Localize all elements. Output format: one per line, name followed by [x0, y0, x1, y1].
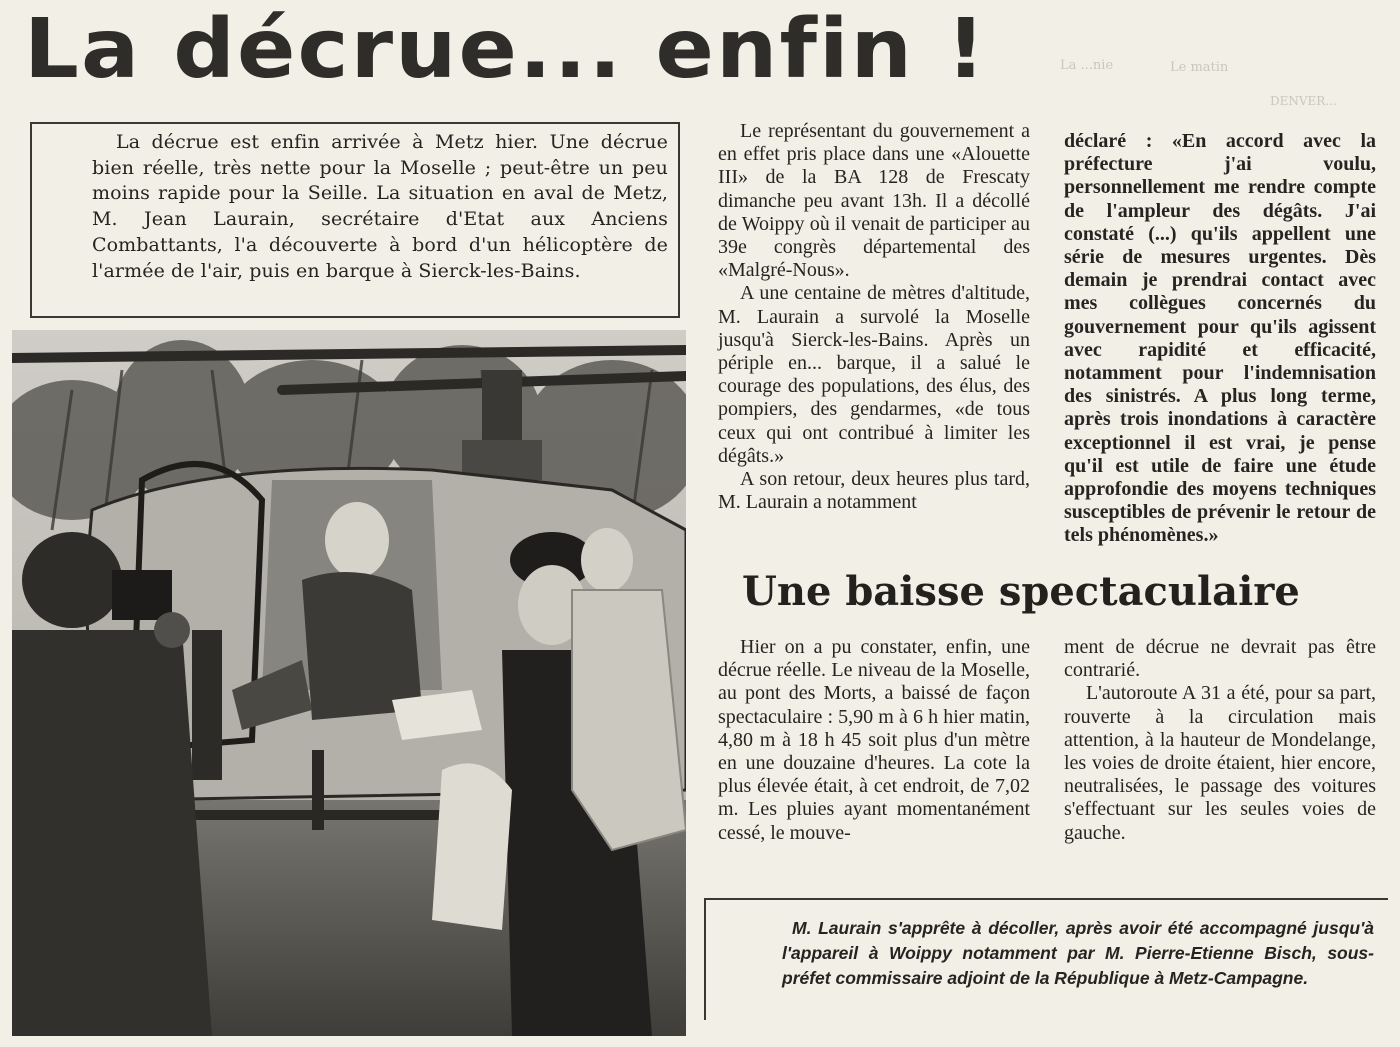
headline: La décrue... enfin !	[24, 2, 988, 97]
lede-box	[30, 122, 680, 318]
photo-caption: M. Laurain s'apprête à décoller, après avoir été accompagné jusqu'à l'appareil à Woippy notamment par M. Pierre-Etienne Bisch, sous-préfet commissaire adjoint de la République à Metz-Campagne.	[782, 918, 1374, 988]
article-column-2	[1064, 130, 1376, 548]
subheadline: Une baisse spectaculaire	[742, 568, 1300, 615]
article-column-1	[718, 120, 1030, 514]
paragraph: Hier on a pu constater, enfin, une décrue réelle. Le niveau de la Moselle, au pont des Morts, a baissé de façon spectaculaire : 5,90 m à 6 h hier matin, 4,80 m à 18 h 45 soit plus d'un mètre en une douzaine d'heures. La cote la plus élevée était, à cet endroit, de 7,02 m. Les pluies ayant momentanément cessé, le mouve-	[718, 636, 1030, 844]
paragraph: ment de décrue ne devrait pas être contrarié.	[1064, 636, 1376, 682]
helicopter-photo	[12, 330, 686, 1036]
lede-text: La décrue est enfin arrivée à Metz hier. Une décrue bien réelle, très nette pour la Moselle ; peut-être un peu moins rapide pour la Seille. La situation en aval de Metz, M. Jean Laurain, secrétaire d'Etat aux Anciens Combattants, l'a découverte à bord d'un hélicoptère de l'armée de l'air, puis en barque à Sierck-les-Bains.	[92, 131, 668, 282]
paragraph: Le représentant du gouvernement a en effet pris place dans une «Alouette III» de la BA 128 de Frescaty dimanche peu avant 13h. Il a décollé de Woippy où il venait de participer au 39e congrès départemental des «Malgré-Nous».	[718, 120, 1030, 282]
paragraph: A son retour, deux heures plus tard, M. Laurain a notamment	[718, 468, 1030, 514]
quote-paragraph: déclaré : «En accord avec la préfecture j'ai voulu, personnellement me rendre compte de l'ampleur des dégâts. J'ai constaté (...) qu'ils appellent une série de mesures urgentes. Dès demain je prendrai contact avec mes collègues concernés du gouvernement pour qu'ils agissent avec rapidité et efficacité, notamment pour l'indemnisation des sinistrés. A plus long terme, après trois inondations à caractère exceptionnel il est vrai, je pense qu'il est utile de faire une étude approfondie des moyens techniques susceptibles de prévenir le retour de tels phénomènes.»	[1064, 130, 1376, 547]
paragraph: L'autoroute A 31 a été, pour sa part, rouverte à la circulation mais attention, à la hauteur de Mondelange, les voies de droite étaient, hier encore, neutralisées, le passage des voitures s'effectuant sur les seules voies de gauche.	[1064, 682, 1376, 844]
article-column-3	[718, 636, 1030, 845]
bleed-through-text: Le matin	[1170, 60, 1229, 75]
bleed-through-text: La ...nie	[1060, 58, 1114, 73]
article-column-4	[1064, 636, 1376, 845]
bleed-through-text: DENVER...	[1270, 94, 1337, 108]
paragraph: A une centaine de mètres d'altitude, M. Laurain a survolé la Moselle jusqu'à Sierck-les-Bains. Après un périple en... barque, il a salué le courage des populations, des élus, des pompiers, des gendarmes, «de tous ceux qui ont contribué à limiter les dégâts.»	[718, 282, 1030, 467]
photo-caption-box	[704, 898, 1388, 1020]
